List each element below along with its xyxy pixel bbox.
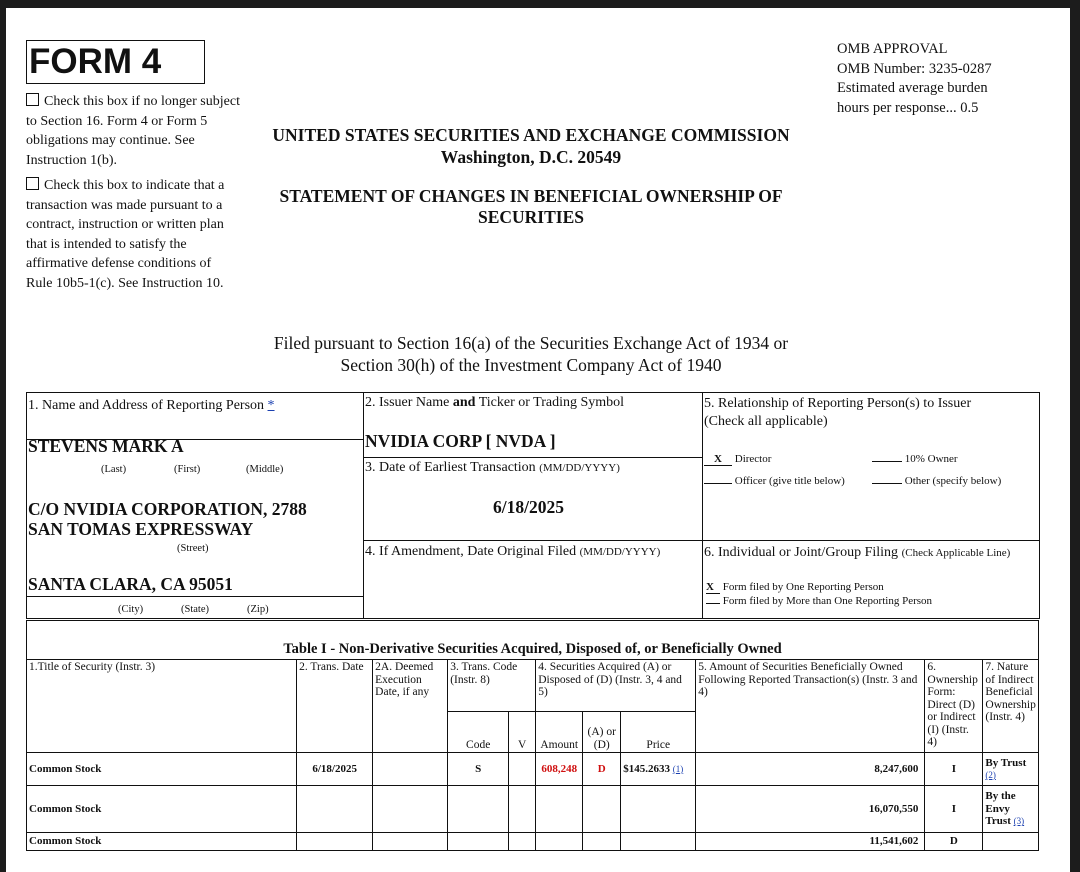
nature: By Trust	[985, 756, 1027, 769]
security-title: Common Stock	[27, 753, 297, 786]
agency-header	[246, 124, 816, 168]
divider	[26, 596, 364, 597]
omb-burden: Estimated average burden	[837, 80, 988, 96]
blank-line	[872, 461, 902, 462]
acquired-disposed	[583, 786, 621, 833]
divider	[363, 457, 703, 458]
col-form-header: 6. Ownership Form: Direct (D) or Indirect (I) (Instr. 4)	[925, 660, 983, 753]
price-cell	[621, 786, 696, 833]
deemed-date	[373, 786, 448, 833]
trans-date	[297, 833, 373, 851]
col-nature-header: 7. Nature of Indirect Beneficial Ownership (Instr. 4)	[983, 660, 1039, 753]
table-title: Table I - Non-Derivative Securities Acquired, Disposed of, or Beneficially Owned	[27, 621, 1039, 660]
owner10-label: 10% Owner	[904, 453, 958, 465]
divider	[702, 392, 703, 619]
divider	[363, 392, 364, 619]
nature-cell	[983, 833, 1039, 851]
first-label: (First)	[174, 464, 201, 475]
officer-label: Officer (give title below)	[734, 475, 845, 487]
trans-code: S	[448, 753, 509, 786]
checkbox-square[interactable]	[26, 177, 39, 190]
zip-label: (Zip)	[247, 604, 269, 615]
amount	[536, 833, 583, 851]
col-date-header: 2. Trans. Date	[297, 660, 373, 753]
blank-line	[704, 483, 732, 484]
v-cell	[509, 753, 536, 786]
v-cell	[509, 833, 536, 851]
ownership-form: D	[925, 833, 983, 851]
acquired-disposed: D	[583, 753, 621, 786]
checkbox-label: Check this box to indicate that a transaction was made pursuant to a contract, instruction or written plan that is intended to satisfy the affirmative defense conditions of Rule 10b5-1(c). See Instruction 10.	[26, 178, 225, 291]
security-title: Common Stock	[27, 833, 297, 851]
trans-date: 6/18/2025	[297, 753, 373, 786]
col-deemed-header: 2A. Deemed Execution Date, if any	[373, 660, 448, 753]
price-cell	[621, 833, 696, 851]
owner10-option[interactable]	[872, 453, 958, 465]
box6-label	[704, 545, 1010, 561]
box2-label-a: 2. Issuer Name	[365, 395, 453, 410]
agency-city: Washington, D.C. 20549	[440, 147, 622, 167]
trans-code	[448, 833, 509, 851]
filed-more-option[interactable]	[706, 595, 932, 607]
filed-more-label: Form filed by More than One Reporting Person	[722, 595, 933, 607]
checkbox-label: Check this box if no longer subject to Section 16. Form 4 or Form 5 obligations may continue. See Instruction 1(b).	[26, 94, 240, 168]
street-address	[28, 499, 307, 539]
sub-v: V	[509, 712, 536, 753]
box5-label	[704, 395, 971, 431]
statement-line2: SECURITIES	[477, 207, 585, 227]
v-cell	[509, 786, 536, 833]
footnote-link[interactable]: (3)	[1013, 816, 1025, 827]
ownership-form: I	[925, 786, 983, 833]
form-page	[6, 8, 1070, 872]
blank-line	[872, 483, 902, 484]
officer-option[interactable]	[704, 475, 845, 487]
acquired-disposed	[583, 833, 621, 851]
price: $145.2633	[623, 762, 670, 775]
amount-owned: 11,541,602	[696, 833, 925, 851]
filed-pursuant	[226, 333, 836, 376]
security-title: Common Stock	[27, 786, 297, 833]
blank-line	[706, 603, 720, 604]
city-state-zip: SANTA CLARA, CA 95051	[28, 574, 233, 594]
reporting-person-name: STEVENS MARK A	[28, 436, 184, 456]
form-title: FORM 4	[26, 40, 205, 84]
box4-format: (MM/DD/YYYY)	[579, 546, 661, 558]
table-non-derivative	[26, 620, 1039, 851]
footnote-link[interactable]: (2)	[985, 770, 996, 780]
nature-cell	[983, 786, 1039, 833]
box1-label-text: 1. Name and Address of Reporting Person	[28, 398, 265, 413]
nature-cell	[983, 753, 1039, 786]
box2-label-c: Ticker or Trading Symbol	[475, 395, 625, 410]
other-option[interactable]	[872, 475, 1001, 487]
price-cell	[621, 753, 696, 786]
divider	[363, 540, 1040, 541]
issuer-name-ticker: NVIDIA CORP [ NVDA ]	[365, 431, 556, 451]
statement-title	[246, 186, 816, 228]
director-label: Director	[734, 453, 772, 465]
box6-label-text: 6. Individual or Joint/Group Filing	[704, 545, 899, 560]
amount	[536, 786, 583, 833]
footnote-link[interactable]: (1)	[672, 763, 684, 774]
other-label: Other (specify below)	[904, 475, 1002, 487]
table-row	[27, 833, 1039, 851]
box6-note: (Check Applicable Line)	[901, 547, 1011, 559]
filed-line2: Section 30(h) of the Investment Company Act of 1940	[340, 354, 722, 375]
footnote-link[interactable]: *	[267, 398, 275, 413]
omb-number: OMB Number: 3235-0287	[837, 60, 992, 77]
box5-line1: 5. Relationship of Reporting Person(s) to Issuer	[704, 396, 972, 411]
state-label: (State)	[181, 604, 209, 615]
director-option[interactable]	[704, 453, 771, 466]
last-label: (Last)	[101, 464, 127, 475]
box4-label-text: 4. If Amendment, Date Original Filed	[365, 544, 577, 559]
city-label: (City)	[118, 604, 144, 615]
box3-label-text: 3. Date of Earliest Transaction	[365, 460, 536, 475]
table-row	[27, 753, 1039, 786]
ownership-form: I	[925, 753, 983, 786]
amount: 608,248	[536, 753, 583, 786]
box5-line2: (Check all applicable)	[704, 414, 828, 429]
street-line1: C/O NVIDIA CORPORATION, 2788	[28, 499, 307, 519]
street-label: (Street)	[177, 543, 209, 554]
checkbox-square[interactable]	[26, 93, 39, 106]
amount-owned: 16,070,550	[696, 786, 925, 833]
sub-code: Code	[448, 712, 509, 753]
director-mark: X	[704, 453, 732, 466]
agency-name: UNITED STATES SECURITIES AND EXCHANGE COMMISSION	[272, 125, 790, 145]
box2-label-b: and	[452, 395, 476, 410]
sub-price: Price	[621, 712, 696, 753]
box4-label	[365, 544, 660, 560]
box2-label	[365, 395, 624, 411]
trans-date	[297, 786, 373, 833]
nature: By the Envy Trust	[985, 790, 1016, 828]
omb-approval	[837, 40, 992, 118]
col-acquired-header: 4. Securities Acquired (A) or Disposed of (D) (Instr. 3, 4 and 5)	[536, 660, 696, 712]
sub-amount: Amount	[536, 712, 583, 753]
table-row	[27, 786, 1039, 833]
col-title-header: 1.Title of Security (Instr. 3)	[27, 660, 297, 753]
col-code-header: 3. Trans. Code (Instr. 8)	[448, 660, 536, 712]
omb-heading: OMB APPROVAL	[837, 41, 948, 57]
col-owned-header: 5. Amount of Securities Beneficially Owned Following Reported Transaction(s) (Instr. 3 and 4)	[696, 660, 925, 753]
box3-label	[365, 460, 620, 476]
statement-line1: STATEMENT OF CHANGES IN BENEFICIAL OWNERSHIP OF	[279, 186, 783, 206]
box1-label	[28, 398, 275, 414]
filed-one-mark: X	[706, 581, 720, 594]
street-line2: SAN TOMAS EXPRESSWAY	[28, 519, 254, 539]
deemed-date	[373, 833, 448, 851]
amount-owned: 8,247,600	[696, 753, 925, 786]
middle-label: (Middle)	[246, 464, 284, 475]
filed-one-label: Form filed by One Reporting Person	[722, 581, 884, 593]
trans-code	[448, 786, 509, 833]
box3-format: (MM/DD/YYYY)	[539, 462, 620, 474]
omb-hours: hours per response... 0.5	[837, 99, 979, 116]
checkbox-no-longer-subject[interactable]	[26, 92, 241, 170]
filed-line1: Filed pursuant to Section 16(a) of the Securities Exchange Act of 1934 or	[273, 333, 789, 353]
sub-ad: (A) or (D)	[583, 712, 621, 753]
filed-one-option[interactable]	[706, 581, 884, 594]
deemed-date	[373, 753, 448, 786]
earliest-transaction-date: 6/18/2025	[493, 497, 564, 517]
checkbox-10b5-1[interactable]	[26, 176, 241, 293]
